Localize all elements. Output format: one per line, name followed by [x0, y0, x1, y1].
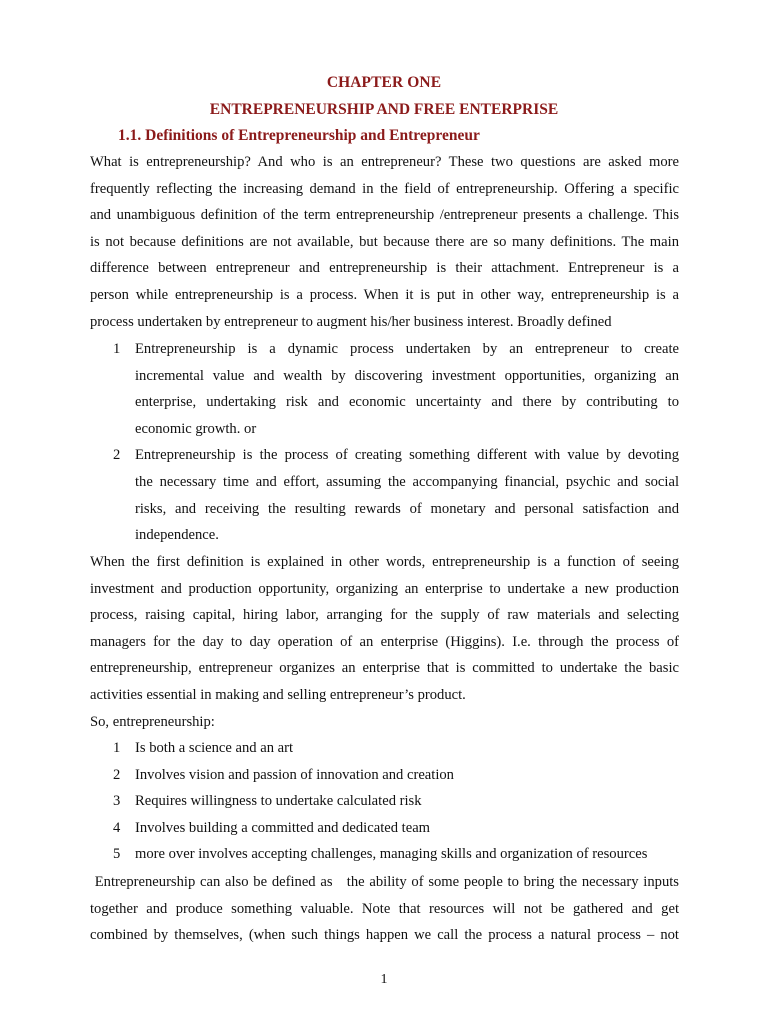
definitions-list	[90, 336, 679, 549]
text-line: is not because definitions are not available, but because there are so many definitions. The main	[90, 233, 679, 250]
list-item-text: Involves building a committed and dedicated team	[135, 819, 431, 836]
list-number: 1	[113, 740, 121, 756]
text-line: economic growth. or	[135, 420, 257, 437]
list-item	[90, 815, 679, 842]
list-number: 2	[113, 766, 121, 783]
list-number: 1	[113, 341, 121, 357]
text-line: person while entrepreneurship is a process. When it is put in other way, entrepreneurship is a	[90, 286, 679, 303]
list-item-text: more over involves accepting challenges, managing skills and organization of resources	[135, 846, 648, 863]
list-item	[90, 735, 679, 762]
text-line: combined by themselves, (when such things happen we call the process a natural process – not	[90, 927, 679, 944]
text-line: and unambiguous definition of the term entrepreneurship /entrepreneur presents a challenge. This	[90, 207, 679, 224]
text-line: investment and production opportunity, organizing an enterprise to undertake a new production	[90, 580, 679, 597]
list-item-text: Is both a science and an art	[135, 740, 294, 756]
characteristics-list	[90, 735, 679, 868]
list-number: 4	[113, 819, 121, 836]
list-item	[90, 841, 679, 868]
list-number: 5	[113, 846, 121, 863]
text-line: So, entrepreneurship:	[90, 713, 215, 730]
text-line: Entrepreneurship is a dynamic process undertaken by an entrepreneur to create	[135, 341, 679, 357]
list-number: 3	[113, 793, 121, 810]
text-line: difference between entrepreneur and entrepreneurship is their attachment. Entrepreneur is a	[90, 260, 679, 277]
text-line: entrepreneurship, entrepreneur organizes an enterprise that is committed to undertake the basic	[90, 660, 679, 677]
text-line: Entrepreneurship is the process of creating something different with value by devoting	[135, 447, 679, 464]
text-line: Entrepreneurship can also be defined as the ability of some people to bring the necessary inputs	[90, 874, 679, 890]
list-number: 2	[113, 447, 121, 464]
chapter-title: CHAPTER ONE	[326, 74, 442, 91]
section-heading: 1.1. Definitions of Entrepreneurship and Entrepreneur	[118, 127, 480, 144]
chapter-subtitle: ENTREPRENEURSHIP AND FREE ENTERPRISE	[209, 101, 559, 118]
paragraph-definition	[90, 869, 679, 949]
text-line: the necessary time and effort, assuming the accompanying financial, psychic and social	[135, 473, 679, 490]
paragraph-intro	[90, 149, 679, 335]
text-line: incremental value and wealth by discovering investment opportunities, organizing an	[135, 367, 679, 384]
text-line: managers for the day to day operation of an enterprise (Higgins). I.e. through the process of	[90, 633, 679, 650]
list-item	[90, 762, 679, 789]
list-item-text: Requires willingness to undertake calculated risk	[135, 793, 422, 810]
text-line: When the first definition is explained in other words, entrepreneurship is a function of seeing	[90, 554, 679, 570]
paragraph-explanation	[90, 549, 679, 735]
list-item-text: Involves vision and passion of innovation and creation	[135, 766, 454, 783]
text-line: process undertaken by entrepreneur to augment his/her business interest. Broadly defined	[90, 313, 612, 330]
text-line: activities essential in making and selling entrepreneur’s product.	[90, 686, 466, 703]
text-line: frequently reflecting the increasing demand in the field of entrepreneurship. Offering a specific	[90, 180, 679, 197]
list-item	[90, 788, 679, 815]
text-line: enterprise, undertaking risk and economic uncertainty and there by contributing to	[135, 394, 679, 411]
text-line: What is entrepreneurship? And who is an entrepreneur? These two questions are asked more	[90, 154, 679, 170]
list-item	[90, 336, 679, 442]
text-line: together and produce something valuable. Note that resources will not be gathered and get	[90, 900, 679, 917]
text-line: process, raising capital, hiring labor, arranging for the supply of raw materials and selecting	[90, 607, 679, 624]
text-line: independence.	[135, 527, 219, 544]
page-number: 1	[380, 972, 388, 987]
list-item	[90, 442, 679, 548]
text-line: risks, and receiving the resulting rewards of monetary and personal satisfaction and	[135, 500, 679, 517]
